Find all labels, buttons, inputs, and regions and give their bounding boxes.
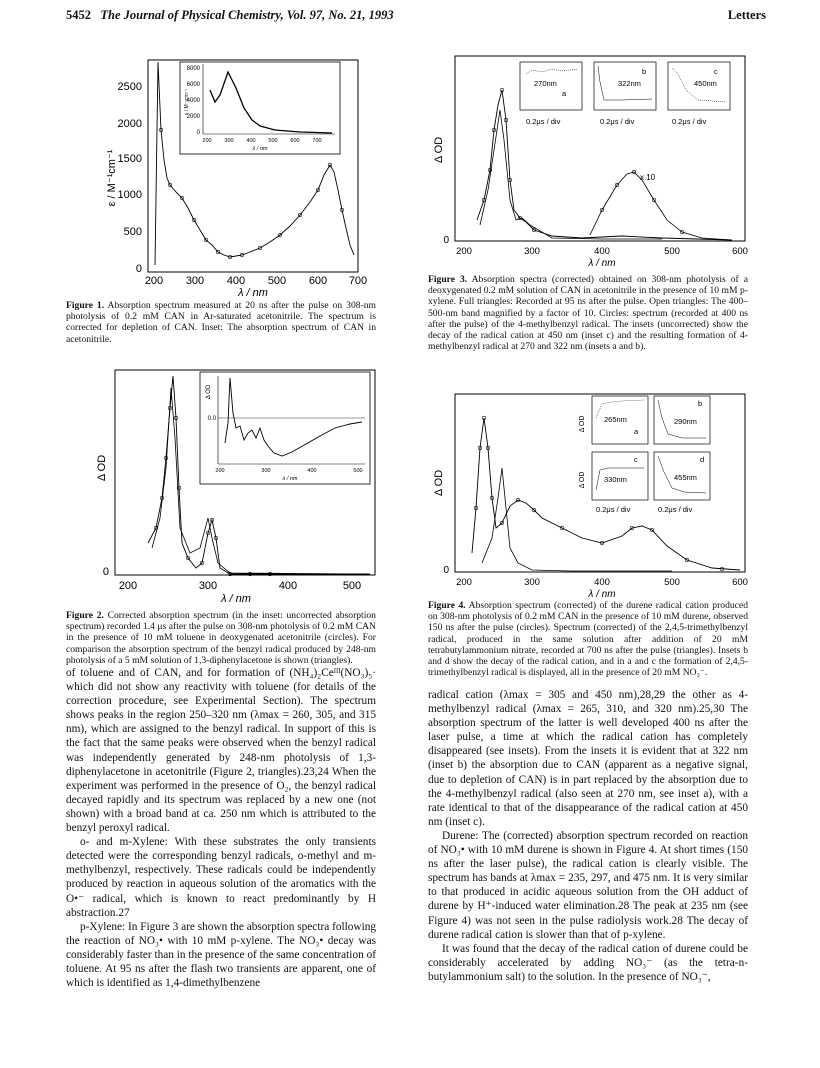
- fig4-y0: 0: [443, 565, 449, 576]
- fig4-inset-b-letter: b: [698, 399, 703, 408]
- fig3-xtick: 300: [524, 246, 540, 257]
- fig3-xtick: 500: [664, 246, 680, 257]
- fig2-xtick: 400: [278, 580, 298, 592]
- fig4-inset-c-letter: c: [634, 455, 638, 464]
- fig3-inset-b-letter: b: [642, 67, 647, 76]
- paragraph: It was found that the decay of the radical cation of durene could be considerably accelerated by adding NO₃⁻ (as the tetra-n-butylammonium salt) to the solution. In the presence of NO₃⁻,: [428, 942, 748, 983]
- fig1-inset-xtick: 200: [202, 138, 212, 144]
- left-column-text: [66, 666, 376, 990]
- fig3-inset-b-scale: 0.2μs / div: [600, 117, 635, 126]
- fig1-xtick: 600: [308, 275, 328, 287]
- fig4-xtick: 600: [732, 577, 748, 588]
- fig2-inset-xtick: 500: [353, 468, 363, 474]
- paragraph: radical cation (λmax = 305 and 450 nm),28,29 the other as 4-methylbenzyl radical (λmax = 265, 310, and 320 nm).25,30 The absorption spectrum of the latter is well developed 400 ns after the laser pulse, a time at which the radical cation has completely disappeared (see insets). From the insets it is evident that at 322 nm (inset b) the absorption due to CAN (apparent as a negative signal, due to depletion of CAN) is in part replaced by the absorption due to the 4-methylbenzyl radical (also seen at 270 nm, see inset a), with a rate identical to that of the disappearance of the radical cation at 450 nm (inset c).: [428, 689, 748, 828]
- fig4-caption-text: Absorption spectrum (corrected) of the durene radical cation produced on 308-nm photolysis of 0.2 mM CAN in the presence of 10 mM durene, observed 150 ns after the pulse (circles). Spectrum (corrected) of the 2,4,5-trimethylbenzyl radical, produced in the same solution after addition of 20 mM tetrabutylammonium nitrate, recorded at 700 ns after the pulse (triangles). Insets b and d show the decay of the radical cation, and in a and c the formation of 2,4,5-trimethylbenzyl radical is displayed, all in the presence of 20 mM NO₃⁻.: [428, 600, 748, 679]
- page-number: 5452: [66, 8, 91, 22]
- fig1-inset-ytick: 8000: [186, 66, 200, 72]
- fig3-inset-a-wl: 270nm: [534, 79, 557, 88]
- fig1-inset-ytick: 0: [196, 130, 200, 136]
- fig1-ytick: 1500: [117, 153, 142, 165]
- fig1-ylabel: ε / M⁻¹cm⁻¹: [106, 149, 118, 207]
- fig1-xlabel: λ / nm: [238, 287, 268, 299]
- figure-1: [60, 50, 380, 300]
- fig4-xtick: 400: [594, 577, 610, 588]
- fig3-inset-b: [594, 62, 656, 126]
- fig3-inset-c-wl: 450nm: [694, 79, 717, 88]
- fig2-inset-xlabel: λ / nm: [282, 476, 298, 482]
- fig3-inset-a: [520, 62, 582, 126]
- running-header: [66, 8, 766, 23]
- fig2-inset-y0: 0.0: [207, 416, 216, 422]
- fig3-inset-c-scale: 0.2μs / div: [672, 117, 707, 126]
- fig4-scale-right: 0.2μs / div: [658, 505, 693, 514]
- section-label: Letters: [727, 8, 766, 22]
- fig3-caption: [428, 274, 748, 352]
- fig4-inset-c: [592, 452, 648, 500]
- fig1-ytick: 2000: [117, 118, 142, 130]
- fig1-inset-xlabel: λ / nm: [252, 146, 268, 152]
- fig2-xlabel: λ / nm: [221, 593, 251, 605]
- fig2-inset-xtick: 400: [307, 468, 317, 474]
- fig3-inset-c: [668, 62, 730, 126]
- fig1-ytick: 0: [135, 263, 142, 275]
- journal-title: The Journal of Physical Chemistry, Vol. 97, No. 21, 1993: [100, 8, 394, 22]
- fig1-inset-xtick: 300: [224, 138, 234, 144]
- fig4-inset-b: [654, 396, 710, 444]
- fig1-ytick: 2500: [117, 81, 142, 93]
- fig3-inset-a-letter: a: [562, 89, 567, 98]
- fig3-y0: 0: [443, 235, 449, 246]
- fig4-scale-left: 0.2μs / div: [596, 505, 631, 514]
- fig4-inset-ylabel-top: Δ OD: [579, 415, 586, 433]
- fig4-caption-label: Figure 4.: [428, 600, 466, 611]
- fig4-inset-d: [654, 452, 710, 500]
- fig2-xtick: 200: [118, 580, 138, 592]
- fig4-xtick: 300: [524, 577, 540, 588]
- fig1-xtick: 500: [267, 275, 287, 287]
- fig4-inset-a-letter: a: [634, 427, 639, 436]
- fig1-inset-xtick: 700: [312, 138, 322, 144]
- fig3-caption-label: Figure 3.: [428, 274, 468, 285]
- fig3-inset-b-wl: 322nm: [618, 79, 641, 88]
- fig2-inset-xtick: 200: [215, 468, 225, 474]
- fig2-ylabel: Δ OD: [96, 454, 108, 482]
- fig1-xtick: 700: [348, 275, 368, 287]
- fig2-inset-xtick: 300: [261, 468, 271, 474]
- paragraph: p-Xylene: In Figure 3 are shown the absorption spectra following the reaction of NO₃• with 10 mM p-xylene. The NO₃• decay was considerably faster than in the presence of the same concentration of toluene. At 95 ns after the flash two transients are apparent, one of which is identified as 1,4-dimethylbenzene: [66, 920, 376, 990]
- paragraph: o- and m-Xylene: With these substrates the only transients detected were the corresponding benzyl radicals, o-methyl and m-methylbenzyl, respectively. These radicals could be independently produced by reaction in aqueous solution of the aromatics with the O•⁻ radical, which is known to react predominantly by H abstraction.27: [66, 836, 376, 919]
- fig1-caption: [66, 300, 376, 345]
- right-column-text: [428, 688, 748, 984]
- fig3-inset-a-scale: 0.2μs / div: [526, 117, 561, 126]
- fig1-caption-label: Figure 1.: [66, 300, 105, 311]
- fig1-xtick: 400: [226, 275, 246, 287]
- fig1-ytick: 500: [123, 226, 142, 238]
- figure-4: [422, 388, 752, 610]
- fig4-inset-a-wl: 265nm: [604, 415, 627, 424]
- fig2-xtick: 500: [342, 580, 362, 592]
- fig4-inset-d-letter: d: [700, 455, 705, 464]
- fig2-caption-label: Figure 2.: [66, 610, 104, 621]
- fig3-x10-label: x 10: [640, 173, 656, 182]
- fig2-caption: [66, 610, 376, 666]
- fig4-inset-a: [592, 396, 648, 444]
- paragraph: Durene: The (corrected) absorption spectrum recorded on reaction of NO₃• with 10 mM durene is shown in Figure 4. At short times (150 ns after the laser pulse), the radical cation is clearly visible. The spectrum has bands at λmax = 235, 297, and 475 nm. It is very similar to that produced in acidic aqueous solution from the OH adduct of durene by H⁺-induced water elimination.28 The peak at 235 nm (see Figure 4) was not seen in the pulse radiolysis work.28 The decay of durene radical cation is slower than that of p-xylene.: [428, 829, 748, 941]
- fig3-inset-c-letter: c: [714, 67, 718, 76]
- fig3-magnified-curve: [590, 172, 732, 240]
- fig4-xtick: 500: [664, 577, 680, 588]
- fig3-xtick: 600: [732, 246, 748, 257]
- fig1-inset-ytick: 2000: [186, 114, 200, 120]
- paragraph: of toluene and of CAN, and for formation of (NH₄)₂Ceᴵᴵᴵ(NO₃)₅· which did not show any reactivity with toluene (for details of the correction procedure, see Experimental Section). The spectrum shows peaks in the region 250–320 nm (λmax = 260, 305, and 315 nm), which are assigned to the benzyl radical. In support of this is the fact that the same peaks were observed when the benzyl radical was independently generated by 248-nm photolysis of 1,3-diphenylacetone in acetonitrile (Figure 2, triangles).23,24 When the experiment was performed in the presence of O₂, the benzyl radical decayed rapidly and its spectrum was replaced by a new one (not shown) with a broad band at ca. 250 nm which is attributed to the benzyl peroxyl radical.: [66, 667, 376, 835]
- fig2-inset-ylabel: Δ OD: [206, 384, 212, 400]
- fig4-ylabel: Δ OD: [433, 469, 445, 497]
- fig4-xtick: 200: [456, 577, 472, 588]
- fig4-inset-ylabel-bottom: Δ OD: [579, 471, 586, 489]
- fig4-inset-c-wl: 330nm: [604, 475, 627, 484]
- figure-3: [422, 50, 752, 272]
- fig2-inset: [200, 372, 370, 484]
- fig2-y0: 0: [102, 566, 109, 578]
- fig4-inset-d-wl: 455nm: [674, 473, 697, 482]
- fig1-inset-xtick: 600: [290, 138, 300, 144]
- fig2-xtick: 300: [198, 580, 218, 592]
- fig1-inset-ytick: 4000: [186, 98, 200, 104]
- fig3-xlabel: λ / nm: [588, 258, 616, 269]
- fig1-inset-xtick: 400: [246, 138, 256, 144]
- fig3-xtick: 200: [456, 246, 472, 257]
- fig1-inset-xtick: 500: [268, 138, 278, 144]
- fig3-caption-text: Absorption spectra (corrected) obtained on 308-nm photolysis of a deoxygenated 0.2 mM solution of CAN in acetonitrile in the presence of 10 mM p-xylene. Full triangles: Recorded at 95 ns after the pulse. Open triangles: The 400–500-nm band magnified by a factor of 10. Circles: spectrum (recorded at 400 ns after the pulse) of the 4-methylbenzyl radical. The insets (uncorrected) show the decay of the radical cation at 450 nm (inset c) and the resulting formation of 4-methylbenzyl radical at 270 and 322 nm (insets a and b).: [428, 274, 748, 353]
- fig3-triangles-curve: [480, 110, 662, 239]
- fig4-caption: [428, 600, 748, 678]
- fig4-xlabel: λ / nm: [588, 589, 616, 600]
- fig4-inset-b-wl: 290nm: [674, 417, 697, 426]
- fig1-inset-ylabel: ε / M⁻¹cm⁻¹: [184, 89, 190, 115]
- fig3-ylabel: Δ OD: [433, 136, 445, 164]
- fig1-xtick: 200: [144, 275, 164, 287]
- fig3-xtick: 400: [594, 246, 610, 257]
- fig1-inset-ytick: 6000: [186, 82, 200, 88]
- fig1-caption-text: Absorption spectrum measured at 20 ns after the pulse on 308-nm photolysis of 0.2 mM CAN in Ar-saturated acetonitrile. The spectrum is corrected for depletion of CAN. Inset: The absorption spectrum of CAN in acetonitrile.: [66, 300, 376, 345]
- fig1-xtick: 300: [185, 275, 205, 287]
- fig1-ytick: 1000: [117, 189, 142, 201]
- fig2-caption-text: Corrected absorption spectrum (in the inset: uncorrected absorption spectrum) recorded 1.4 μs after the pulse on 308-nm photolysis of 0.2 mM CAN in the presence of 10 mM toluene in deoxygenated acetonitrile (circles). For comparison the absorption spectrum of the benzyl radical produced by 248-nm photolysis of a 5 mM solution of 1,3-diphenylacetone is shown (triangles).: [66, 610, 376, 666]
- figure-2: [60, 368, 380, 606]
